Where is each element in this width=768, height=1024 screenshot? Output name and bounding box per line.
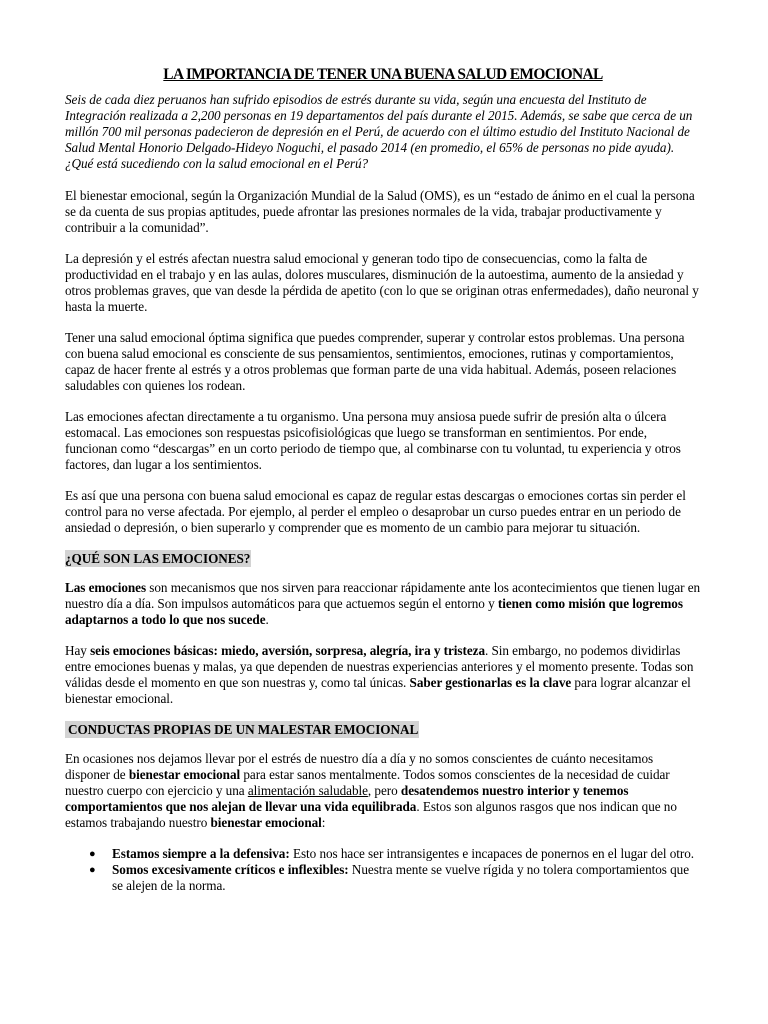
text-run: . Sin embargo, no podemos dividirlas entre emociones buenas y malas, ya que dependen de nuestras experiencias anteriores y el momento presente. Todas son válidas desde el momento en que son nuestras y, como tal únicas. [65,643,694,690]
text-run: son mecanismos que nos sirven para reaccionar rápidamente ante los acontecimientos que tienen lugar en nuestro día a día. Son impulsos automáticos para que actuemos según el entorno y [65,580,701,611]
bold-text: bienestar emocional [210,815,322,830]
emociones-paragraph-1 [65,580,701,628]
section-heading-label: CONDUCTAS PROPIAS DE UN MALESTAR EMOCIONAL [65,721,419,738]
conductas-paragraph [65,751,701,831]
body-paragraph: Es así que una persona con buena salud emocional es capaz de regular estas descargas o emociones cortas sin perder el control para no verse afectada. Por ejemplo, al perder el empleo o desaprobar un curso puedes entrar en un periodo de ansiedad o depresión, o bien superarlo y comprender que es momento de un cambio para mejorar tu situación. [65,488,686,535]
text-run: Esto nos hace ser intransigentes e incapaces de ponernos en el lugar del otro. [289,846,695,861]
bullet-icon: ● [89,864,96,876]
section-heading-conductas [65,722,701,738]
text-run: , pero [367,783,401,798]
text-run: En ocasiones nos dejamos llevar por el estrés de nuestro día a día y no somos conscientes de cuánto necesitamos disponer de [65,751,654,782]
body-paragraph: El bienestar emocional, según la Organización Mundial de la Salud (OMS), es un “estado de ánimo en el cual la persona se da cuenta de sus propias aptitudes, puede afrontar las presiones normales de la vida, trabajar productivamente y contribuir a la comunidad”. [65,188,695,235]
document-title: LA IMPORTANCIA DE TENER UNA BUENA SALUD EMOCIONAL [163,66,603,83]
bold-text: Saber gestionarlas es la clave [409,675,572,690]
body-paragraph: La depresión y el estrés afectan nuestra salud emocional y generan todo tipo de consecuencias, como la falta de productividad en el trabajo y en las aulas, dolores musculares, disminución de la autoestima, aumento de la ansiedad y otros problemas graves, que van desde la pérdida de apetito (con lo que se originan otras enfermedades), daño neuronal y hasta la muerte. [65,251,699,314]
list-item [65,862,701,894]
text-run: : [321,815,326,830]
bold-text: Estamos siempre a la defensiva: [112,846,290,861]
emociones-paragraph-2 [65,643,701,707]
list-item [65,846,701,862]
bold-text: bienestar emocional [128,767,241,782]
intro-paragraph: Seis de cada diez peruanos han sufrido episodios de estrés durante su vida, según una encuesta del Instituto de Integración realizada a 2,200 personas en 19 departamentos del país durante el 2015. Además, se sabe que cerca de un millón 700 mil personas padecieron de depresión en el Perú, de acuerdo con el último estudio del Instituto Nacional de Salud Mental Honorio Delgado-Hideyo Noguchi, el pasado 2014 (en promedio, el 65% de personas no pide ayuda). ¿Qué está sucediendo con la salud emocional en el Perú? [65,92,693,171]
link-alimentacion-saludable[interactable]: alimentación saludable [247,783,368,798]
document-body [65,66,701,894]
body-paragraph: Las emociones afectan directamente a tu organismo. Una persona muy ansiosa puede sufrir de presión alta o úlcera estomacal. Las emociones son respuestas psicofisiológicas que luego se transforman en sentimientos. Por ende, funcionan como “descargas” en un corto periodo de tiempo que, al combinarse con tu voluntad, tu experiencia y otros factores, dan lugar a los sentimientos. [65,409,681,472]
text-run: para estar sanos mentalmente. Todos somos conscientes de la necesidad de cuidar nuestro cuerpo con ejercicio y una [65,767,670,798]
bullet-icon: ● [89,848,96,860]
text-run: Hay [65,643,91,658]
body-paragraph: Tener una salud emocional óptima significa que puedes comprender, superar y controlar estos problemas. Una persona con buena salud emocional es consciente de sus pensamientos, sentimientos, emociones, rutinas y comportamientos, capaz de hacer frente al estrés y a otros problemas que forman parte de una vida habitual. Además, poseen relaciones saludables con quienes los rodean. [65,330,685,393]
conductas-bullet-list [65,846,701,894]
text-run: Nuestra mente se vuelve rígida y no tolera comportamientos que se alejen de la norma. [112,862,689,893]
bold-text: Las emociones [65,580,147,595]
bold-text: seis emociones básicas: miedo, aversión, sorpresa, alegría, ira y tristeza [90,643,485,658]
text-run: . Estos son algunos rasgos que nos indican que no estamos trabajando nuestro [65,799,677,830]
text-run: para lograr alcanzar el bienestar emocional. [65,675,691,706]
bold-text: Somos excesivamente críticos e inflexibles: [112,862,349,877]
bold-text: desatendemos nuestro interior y tenemos comportamientos que nos alejan de llevar una vida equilibrada [65,783,629,814]
text-run: . [265,612,269,627]
section-heading-emociones [65,551,701,567]
bold-text: tienen como misión que logremos adaptarnos a todo lo que nos sucede [65,596,683,627]
section-heading-label: ¿QUÉ SON LAS EMOCIONES? [65,551,251,566]
